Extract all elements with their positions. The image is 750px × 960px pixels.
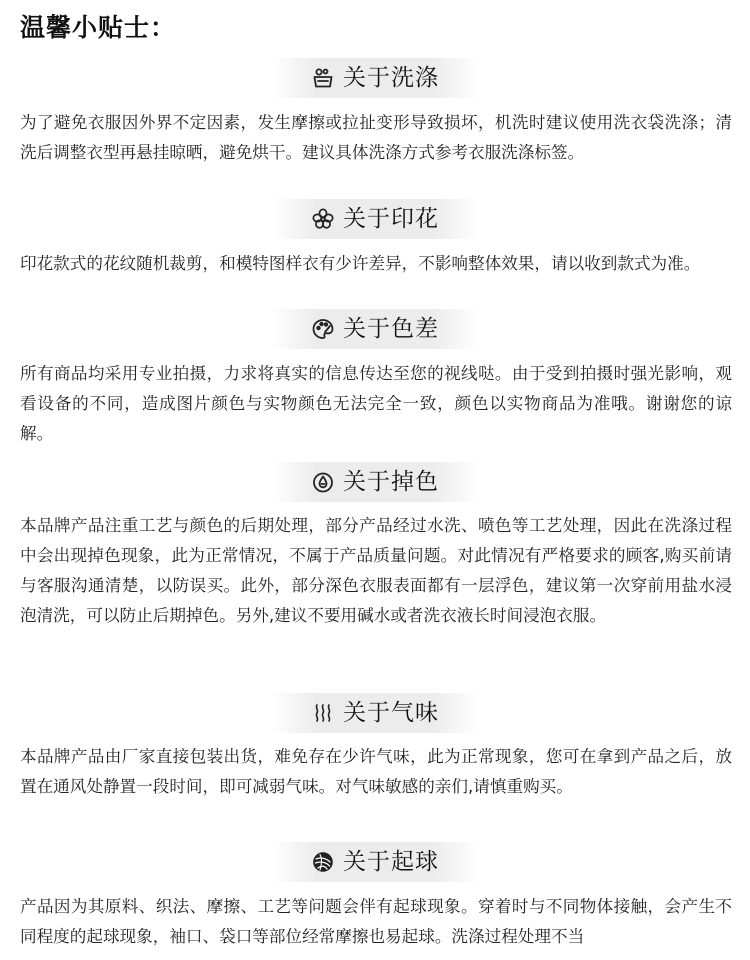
section-body-odor: 本品牌产品由厂家直接包装出货，难免存在少许气味，此为正常现象，您可在拿到产品之后，放置在通风处静置一段时间，即可减弱气味。对气味敏感的亲们,请慎重购买。: [20, 747, 732, 796]
section-heading-text: 关于起球: [343, 849, 439, 875]
section-heading-fading: [0, 462, 750, 502]
flower-icon: [311, 207, 335, 231]
color-palette-icon: [311, 317, 335, 341]
section-body-printing: 印花款式的花纹随机裁剪，和模特图样衣有少许差异，不影响整体效果，请以收到款式为准。: [20, 254, 701, 273]
section-heading-text: 关于掉色: [343, 469, 439, 495]
section-body-color-difference: 所有商品均采用专业拍摄，力求将真实的信息传达至您的视线哒。由于受到拍摄时强光影响，观看设备的不同，造成图片颜色与实物颜色无法完全一致，颜色以实物商品为准哦。谢谢您的谅解。: [20, 364, 732, 443]
section-heading-text: 关于洗涤: [343, 65, 439, 91]
section-heading-text: 关于色差: [343, 316, 439, 342]
section-heading-pilling: [0, 842, 750, 882]
yarn-ball-icon: [311, 850, 335, 874]
section-heading-washing: [0, 58, 750, 98]
section-body-washing: 为了避免衣服因外界不定因素，发生摩擦或拉扯变形导致损坏，机洗时建议使用洗衣袋洗涤；清洗后调整衣型再悬挂晾晒，避免烘干。建议具体洗涤方式参考衣服洗涤标签。: [20, 113, 732, 162]
section-body-fading: 本品牌产品注重工艺与颜色的后期处理，部分产品经过水洗、喷色等工艺处理，因此在洗涤过程中会出现掉色现象，此为正常情况，不属于产品质量问题。对此情况有严格要求的顾客,购买前请与客服沟通清楚，以防误买。此外，部分深色衣服表面都有一层浮色，建议第一次穿前用盐水浸泡清洗，可以防止后期掉色。另外,建议不要用碱水或者洗衣液长时间浸泡衣服。: [20, 516, 732, 625]
section-heading-text: 关于气味: [343, 700, 439, 726]
odor-waves-icon: [311, 701, 335, 725]
section-heading-odor: [0, 693, 750, 733]
section-heading-text: 关于印花: [343, 206, 439, 232]
washing-bucket-icon: [311, 66, 335, 90]
color-drop-icon: [311, 470, 335, 494]
section-heading-printing: [0, 199, 750, 239]
section-heading-color-difference: [0, 309, 750, 349]
page-title: 温馨小贴士：: [20, 13, 177, 42]
section-body-pilling: 产品因为其原料、织法、摩擦、工艺等问题会伴有起球现象。穿着时与不同物体接触，会产生不同程度的起球现象，袖口、袋口等部位经常摩擦也易起球。洗涤过程处理不当: [20, 897, 732, 946]
